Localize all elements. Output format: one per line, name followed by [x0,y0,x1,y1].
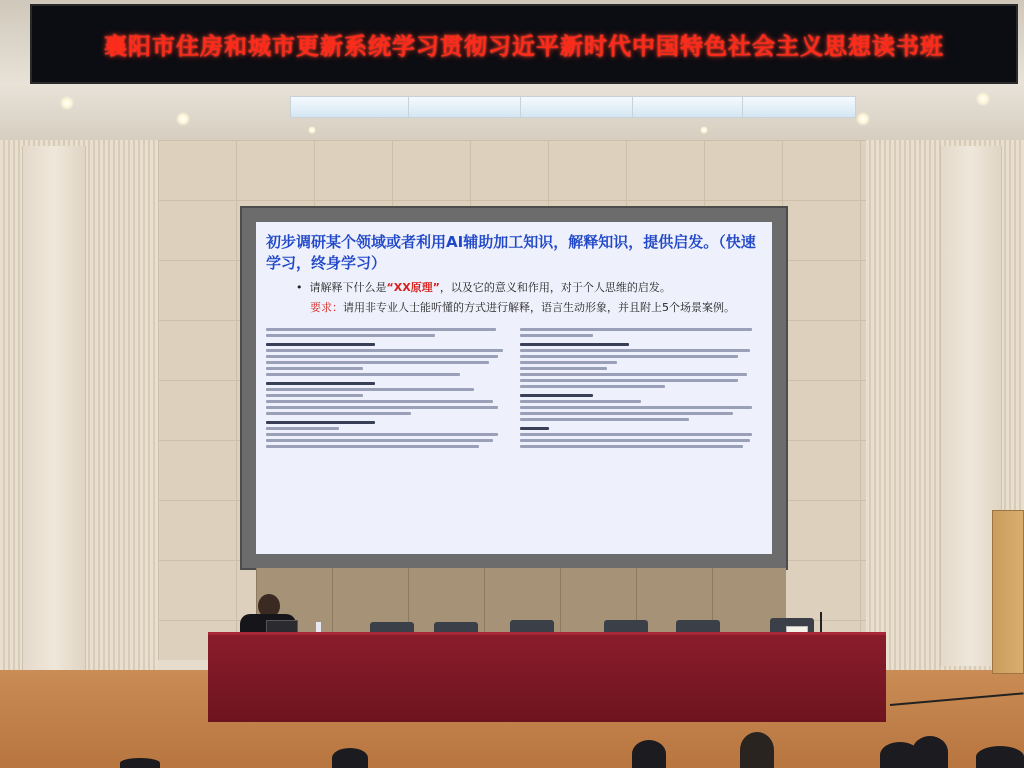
spotlight [308,126,316,134]
spotlight [60,96,74,110]
banner-text: 襄阳市住房和城市更新系统学习贯彻习近平新时代中国特色社会主义思想读书班 [104,32,944,60]
stage-table [208,632,886,722]
spotlight [856,112,870,126]
ceiling-panel-light [520,96,634,118]
bullet-suffix: ，以及它的意义和作用，对于个人思维的启发。 [439,281,671,294]
ceiling-panel-light [742,96,856,118]
audience-head [332,748,368,768]
audience-head [120,758,160,768]
audience-head [912,736,948,768]
ceiling-panel-light [632,96,744,118]
requirement-label: 要求： [310,301,343,314]
slide-column-left [266,325,508,451]
audience-head [632,740,666,768]
audience-head [740,732,774,768]
pillar [22,146,86,676]
spotlight [976,92,990,106]
door [992,510,1024,674]
slide-column-right [520,325,762,451]
microphone [820,612,822,632]
ceiling-panel-light [408,96,522,118]
led-banner [30,4,1018,84]
slide-bullet: • 请解释下什么是“XX原理”，以及它的意义和作用，对于个人思维的启发。 [296,281,671,294]
projection-screen [256,222,772,554]
spotlight [176,112,190,126]
bullet-prefix: 请解释下什么是 [309,281,387,294]
requirement-text: 请用非专业人士能听懂的方式进行解释，语言生动形象，并且附上5个场景案例。 [343,301,735,314]
bullet-highlight: “XX原理” [386,281,440,294]
slide-title: 初步调研某个领域或者利用AI辅助加工知识，解释知识，提供启发。（快速学习，终身学习） [266,233,756,272]
spotlight [700,126,708,134]
audience-head [976,746,1024,768]
slide-requirement [310,299,762,315]
ceiling-panel-light [290,96,410,118]
slide-answer-columns [266,325,762,451]
